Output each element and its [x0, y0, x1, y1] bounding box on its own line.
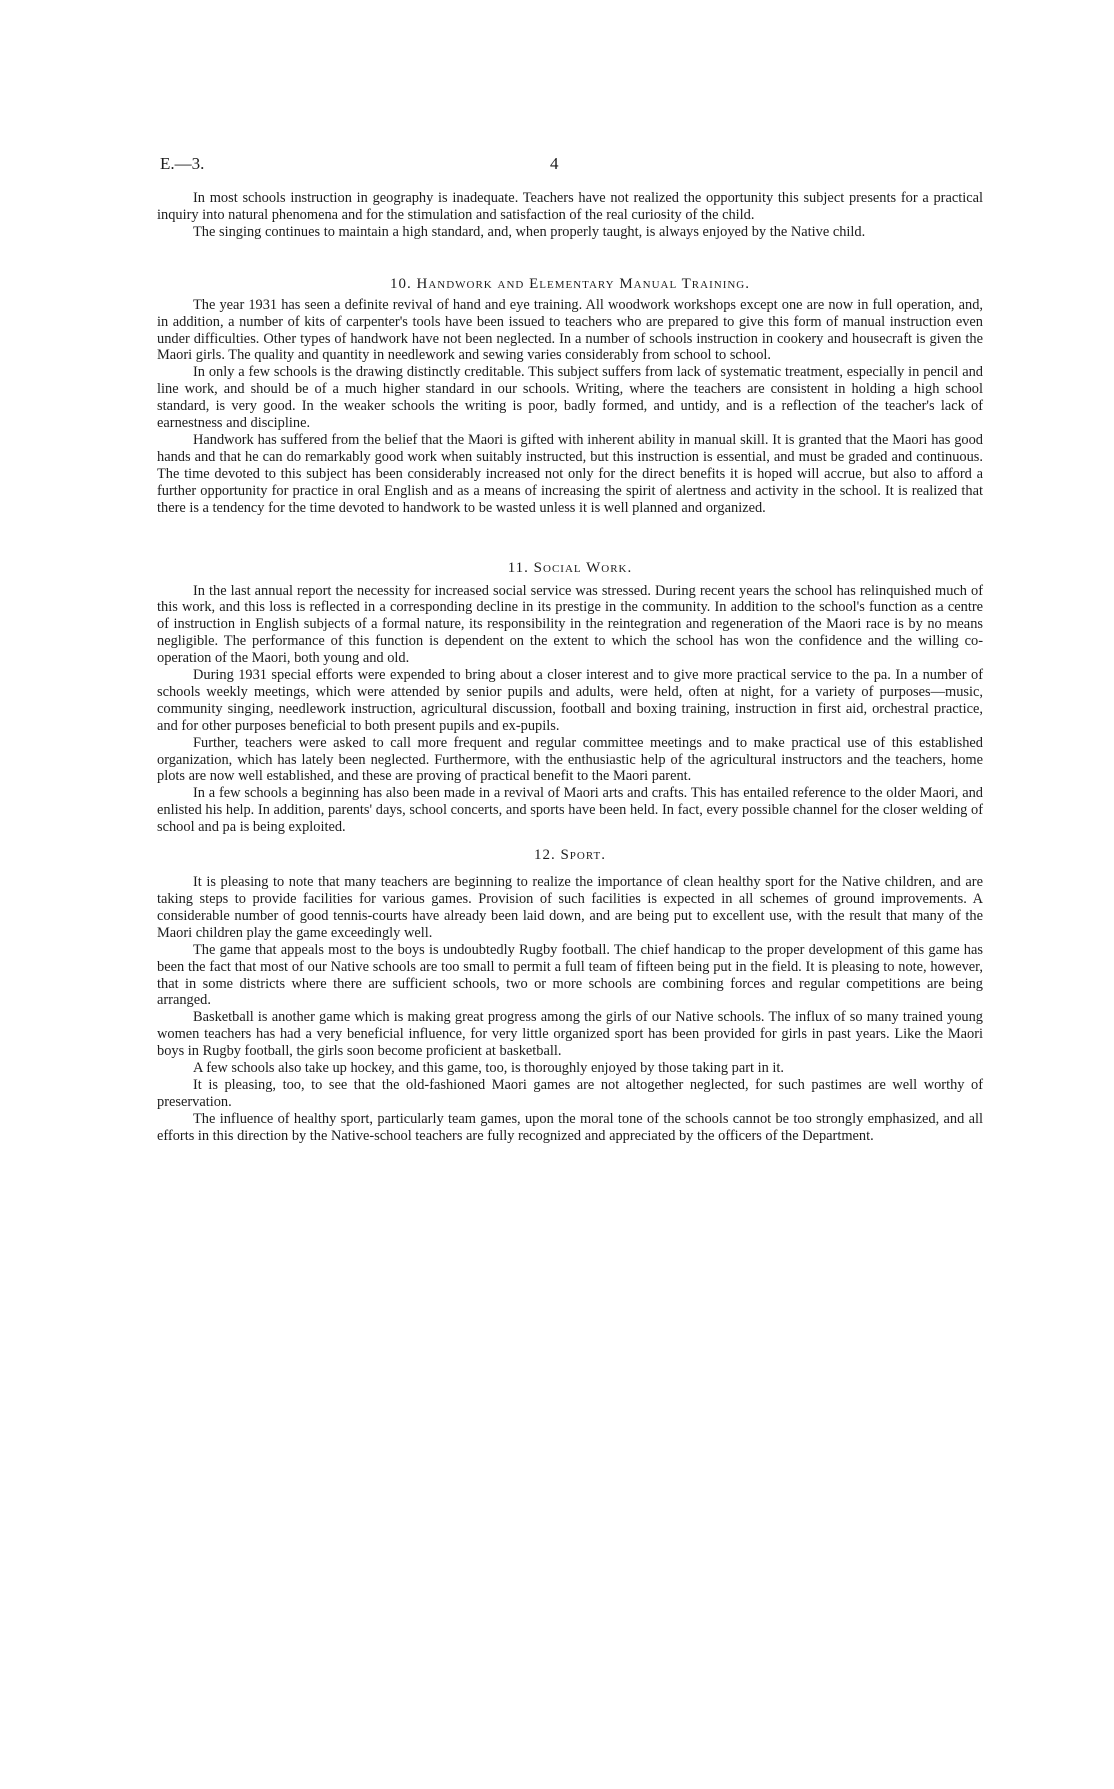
paragraph: The influence of healthy sport, particularly team games, upon the moral tone of the schools cannot be too strongly emphasized, and all efforts in this direction by the Native-school teachers are fully recognized and appreciated by the officers of the Department.: [157, 1110, 983, 1144]
section-heading-handwork: 10. Handwork and Elementary Manual Training.: [389, 275, 750, 292]
paragraph: In a few schools a beginning has also been made in a revival of Maori arts and crafts. This has entailed reference to the older Maori, and enlisted his help. In addition, parents' days, school concerts, and sports have been held. In fact, every possible channel for the closer welding of school and pa is being exploited.: [157, 785, 983, 836]
section-heading-social-work: 11. Social Work.: [507, 559, 633, 576]
paragraph: A few schools also take up hockey, and this game, too, is thoroughly enjoyed by those taking part in it.: [193, 1060, 784, 1077]
paragraph: In only a few schools is the drawing distinctly creditable. This subject suffers from lack of systematic treatment, especially in pencil and line work, and should be of a much higher standard in our schools. Writing, where the teachers are consistent in holding a high school standard, is very good. In the weaker schools the writing is poor, badly formed, and untidy, and is a reflection of the teacher's lack of earnestness and discipline.: [157, 364, 983, 432]
paragraph: In most schools instruction in geography is inadequate. Teachers have not realized the opportunity this subject presents for a practical inquiry into natural phenomena and for the stimulation and satisfaction of the real curiosity of the child.: [157, 190, 983, 223]
section-heading-sport: 12. Sport.: [533, 847, 607, 864]
paragraph: The year 1931 has seen a definite revival of hand and eye training. All woodwork workshops except one are now in full operation, and, in addition, a number of kits of carpenter's tools have been issued to teachers who are prepared to give this form of manual instruction even under difficulties. Other types of handwork have not been neglected. In a number of schools instruction in cookery and housecraft is given the Maori girls. The quality and quantity in needlework and sewing varies considerably from school to school.: [157, 296, 983, 364]
paragraph: It is pleasing to note that many teachers are beginning to realize the importance of clean healthy sport for the Native children, and are taking steps to provide facilities for various games. Provision of such facilities is expected in all schemes of ground improvements. A considerable number of good tennis-courts have already been laid down, and are being put to excellent use, with the result that many of the Maori children play the game exceedingly well.: [157, 874, 983, 941]
document-body: [157, 190, 983, 1145]
report-reference: E.—3.: [160, 154, 205, 173]
paragraph: The game that appeals most to the boys is undoubtedly Rugby football. The chief handicap to the proper development of this game has been the fact that most of our Native schools are too small to permit a full team of fifteen being put in the field. It is pleasing to note, however, that in some districts where there are sufficient schools, two or more schools are combining forces and regular competitions are being arranged.: [157, 941, 983, 1009]
paragraph: Handwork has suffered from the belief that the Maori is gifted with inherent ability in manual skill. It is granted that the Maori has good hands and that he can do remarkably good work when suitably instructed, but this instruction is essential, and must be graded and continuous. The time devoted to this subject has been considerably increased not only for the direct benefits it is hoped will accrue, but also to afford a further opportunity for practice in oral English and as a means of increasing the spirit of alertness and activity in the school. It is realized that there is a tendency for the time devoted to handwork to be wasted unless it is well planned and organized.: [157, 431, 983, 516]
paragraph: Basketball is another game which is making great progress among the girls of our Native schools. The influx of so many trained young women teachers has had a very beneficial influence, for very little organized sport has been provided for girls in past years. Like the Maori boys in Rugby football, the girls soon become proficient at basketball.: [157, 1009, 983, 1060]
paragraph: The singing continues to maintain a high standard, and, when properly taught, is always enjoyed by the Native child.: [193, 223, 866, 240]
paragraph: Further, teachers were asked to call more frequent and regular committee meetings and to make practical use of this established organization, which has lately been neglected. Furthermore, with the enthusiastic help of the agricultural instructors and the teachers, home plots are now well established, and these are proving of practical benefit to the Maori parent.: [157, 734, 983, 785]
page-header: [160, 154, 980, 178]
paragraph: In the last annual report the necessity for increased social service was stressed. During recent years the school has relinquished much of this work, and this loss is reflected in a corresponding decline in its prestige in the community. In addition to the school's function as a centre of instruction in English subjects of a formal nature, its responsibility in the reintegration and regeneration of the Maori race is by no means negligible. The performance of this function is dependent on the extent to which the school has won the confidence and the willing co-operation of the Maori, both young and old.: [157, 582, 983, 667]
paragraph: It is pleasing, too, to see that the old-fashioned Maori games are not altogether neglected, for such pastimes are well worthy of preservation.: [157, 1076, 983, 1110]
paragraph: During 1931 special efforts were expended to bring about a closer interest and to give more practical service to the pa. In a number of schools weekly meetings, which were attended by senior pupils and adults, were held, often at night, for a variety of purposes—music, community singing, needlework instruction, agricultural discussion, football and boxing training, instruction in first aid, orchestral practice, and for other purposes beneficial to both present pupils and ex-pupils.: [157, 667, 983, 734]
page-number: 4: [550, 154, 559, 173]
